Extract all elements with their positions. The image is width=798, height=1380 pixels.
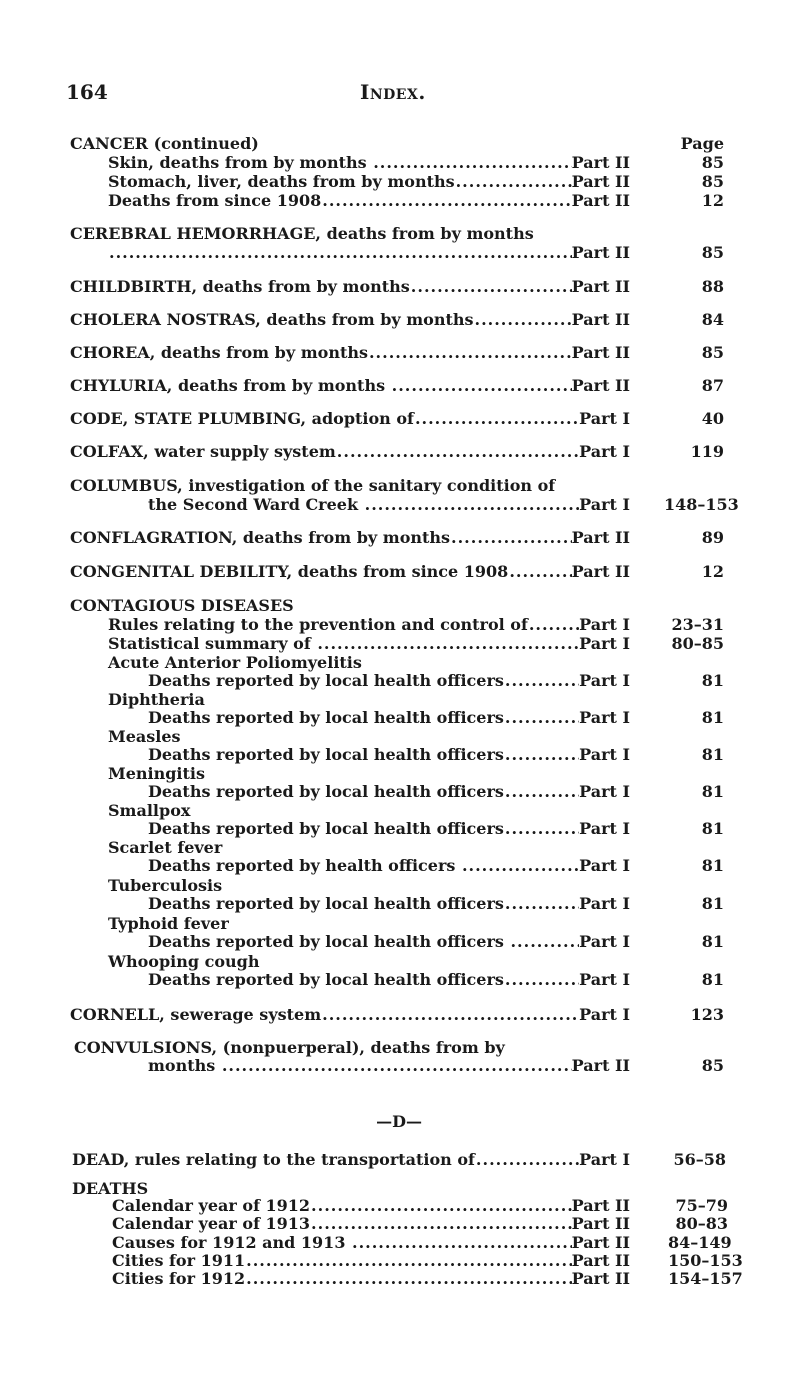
page-ref: 81 (701, 671, 724, 690)
page-ref: 80–85 (671, 634, 724, 653)
index-subheading: Acute Anterior Poliomyelitis (108, 653, 362, 672)
page-ref: 89 (701, 528, 724, 547)
index-entry: DEAD, rules relating to the transportation of ..... Part I (72, 1150, 630, 1169)
page-ref: 88 (701, 277, 724, 296)
page-ref: 81 (701, 819, 724, 838)
page-ref: 81 (701, 932, 724, 951)
index-subheading: Tuberculosis (108, 876, 223, 895)
page-ref: 40 (701, 409, 724, 428)
page-ref: 80–83 (675, 1214, 728, 1233)
page-title: Index. (360, 80, 426, 104)
index-entry: CORNELL, sewerage system ..... Part I (70, 1005, 630, 1024)
page-ref: 81 (701, 745, 724, 764)
page-ref: 150–153 (668, 1251, 743, 1270)
index-heading: CEREBRAL HEMORRHAGE, deaths from by months (70, 224, 534, 243)
index-entry: Deaths reported by local health officers ..... Part I (148, 745, 630, 764)
page-ref: 81 (701, 708, 724, 727)
page-ref: 56–58 (673, 1150, 726, 1169)
index-entry: ..... Part II (108, 243, 630, 262)
page-ref: 81 (701, 894, 724, 913)
index-heading: CANCER (continued) (70, 134, 259, 153)
index-heading: CONTAGIOUS DISEASES (70, 596, 294, 615)
page-ref: 84 (701, 310, 724, 329)
page-ref: 119 (690, 442, 724, 461)
index-entry: Cities for 1912 ..... Part II (112, 1269, 630, 1288)
page-ref: 12 (701, 562, 724, 581)
index-subheading: Smallpox (108, 801, 191, 820)
index-heading: COLUMBUS, investigation of the sanitary condition of (70, 476, 556, 495)
page-ref: 81 (701, 856, 724, 875)
index-entry: Statistical summary of ..... Part I (108, 634, 630, 653)
index-entry: CHILDBIRTH, deaths from by months ..... Part II (70, 277, 630, 296)
page-ref: 23–31 (671, 615, 724, 634)
index-entry: months ..... Part II (148, 1056, 630, 1075)
page-ref: 85 (701, 343, 724, 362)
page-ref: 85 (701, 243, 724, 262)
index-entry: the Second Ward Creek ..... Part I (148, 495, 630, 514)
page-ref: 75–79 (675, 1196, 728, 1215)
index-subheading: Meningitis (108, 764, 205, 783)
index-entry: Deaths reported by local health officers ..... Part I (148, 671, 630, 690)
page-ref: 85 (701, 153, 724, 172)
index-entry: Deaths reported by health officers ..... Part I (148, 856, 630, 875)
index-entry: Deaths reported by local health officers ..... Part I (148, 708, 630, 727)
index-entry: CODE, STATE PLUMBING, adoption of ..... Part I (70, 409, 630, 428)
page-ref: 123 (690, 1005, 724, 1024)
index-entry: CONFLAGRATION, deaths from by months ..... Part II (70, 528, 630, 547)
index-entry: Rules relating to the prevention and control of ..... Part I (108, 615, 630, 634)
page-number: 164 (66, 80, 108, 104)
page-ref: 84–149 (668, 1233, 732, 1252)
index-entry: Causes for 1912 and 1913 ..... Part II (112, 1233, 630, 1252)
index-subheading: Whooping cough (108, 952, 260, 971)
index-subheading: Typhoid fever (108, 914, 229, 933)
index-entry: Stomach, liver, deaths from by months ..... Part II (108, 172, 630, 191)
page-column-heading: Page (680, 134, 724, 153)
index-entry: Deaths reported by local health officers ..... Part I (148, 894, 630, 913)
index-heading: DEATHS (72, 1179, 149, 1198)
section-letter-d: —D— (376, 1112, 422, 1131)
index-entry: Deaths reported by local health officers ..... Part I (148, 819, 630, 838)
index-subheading: Diphtheria (108, 690, 205, 709)
index-entry: Deaths reported by local health officers ..... Part I (148, 782, 630, 801)
index-entry: Calendar year of 1912 ..... Part II (112, 1196, 630, 1215)
index-entry: CHOLERA NOSTRAS, deaths from by months ..... Part II (70, 310, 630, 329)
index-entry: Deaths reported by local health officers ..... Part I (148, 970, 630, 989)
page-ref: 12 (701, 191, 724, 210)
index-entry: Deaths from since 1908 ..... Part II (108, 191, 630, 210)
index-entry: Cities for 1911 ..... Part II (112, 1251, 630, 1270)
index-heading: CONVULSIONS, (nonpuerperal), deaths from by (74, 1038, 505, 1057)
page-ref: 81 (701, 782, 724, 801)
index-entry: COLFAX, water supply system ..... Part I (70, 442, 630, 461)
page-ref: 87 (701, 376, 724, 395)
index-entry: Skin, deaths from by months ..... Part II (108, 153, 630, 172)
page-ref: 85 (701, 1056, 724, 1075)
index-entry: Deaths reported by local health officers ..... Part I (148, 932, 630, 951)
index-entry: Calendar year of 1913 ..... Part II (112, 1214, 630, 1233)
page-ref: 154–157 (668, 1269, 743, 1288)
index-subheading: Scarlet fever (108, 838, 223, 857)
index-entry: CONGENITAL DEBILITY, deaths from since 1908 ..... Part II (70, 562, 630, 581)
index-entry: CHOREA, deaths from by months ..... Part II (70, 343, 630, 362)
page-ref: 81 (701, 970, 724, 989)
page-ref: 148–153 (664, 495, 739, 514)
index-entry: CHYLURIA, deaths from by months ..... Part II (70, 376, 630, 395)
page-ref: 85 (701, 172, 724, 191)
index-subheading: Measles (108, 727, 181, 746)
